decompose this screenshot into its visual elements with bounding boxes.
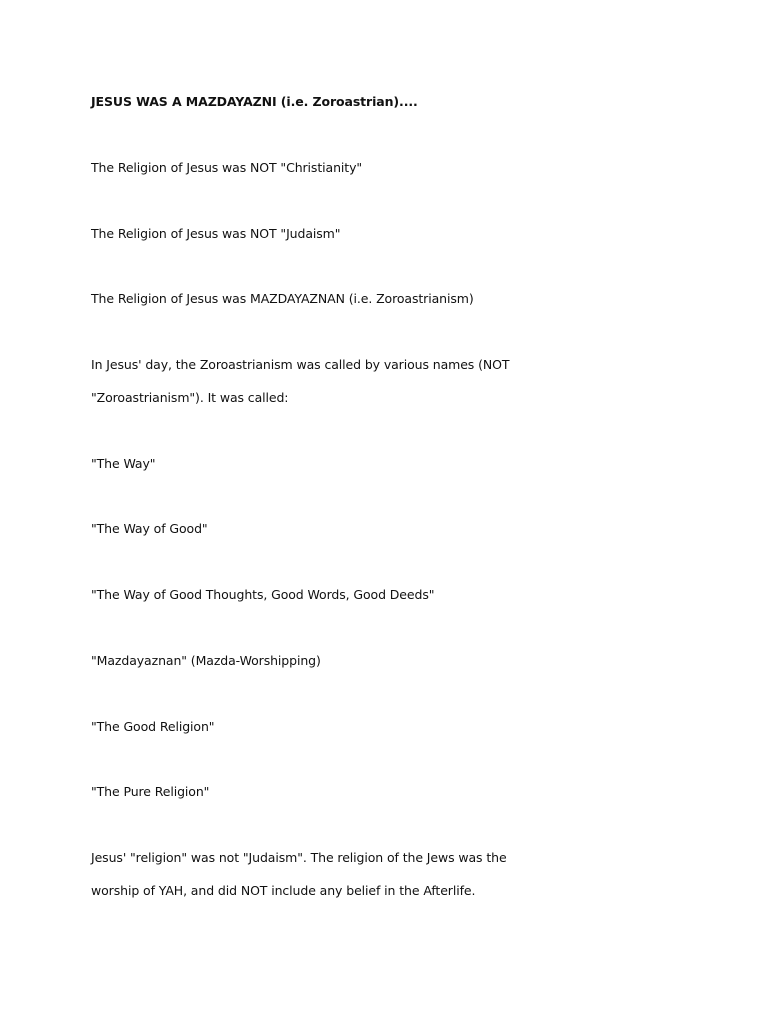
paragraph-judaism-line1: Jesus' "religion" was not "Judaism". The religion of the Jews was the	[91, 850, 507, 865]
name-pure-religion: "The Pure Religion"	[91, 784, 210, 799]
paragraph-judaism-line2: worship of YAH, and did NOT include any belief in the Afterlife.	[91, 883, 476, 898]
name-good-thoughts-words-deeds: "The Way of Good Thoughts, Good Words, Good Deeds"	[91, 587, 435, 602]
paragraph-religion-mazdayaznan: The Religion of Jesus was MAZDAYAZNAN (i.e. Zoroastrianism)	[91, 291, 474, 306]
paragraph-religion-not-judaism: The Religion of Jesus was NOT "Judaism"	[91, 226, 341, 241]
document-heading: JESUS WAS A MAZDAYAZNI (i.e. Zoroastrian)....	[91, 94, 418, 109]
paragraph-various-names-line1: In Jesus' day, the Zoroastrianism was called by various names (NOT	[91, 357, 510, 372]
paragraph-various-names-line2: "Zoroastrianism"). It was called:	[91, 390, 289, 405]
name-the-way: "The Way"	[91, 456, 156, 471]
name-mazdayaznan: "Mazdayaznan" (Mazda-Worshipping)	[91, 653, 321, 668]
name-the-way-of-good: "The Way of Good"	[91, 521, 208, 536]
name-good-religion: "The Good Religion"	[91, 719, 215, 734]
paragraph-religion-not-christianity: The Religion of Jesus was NOT "Christianity"	[91, 160, 363, 175]
